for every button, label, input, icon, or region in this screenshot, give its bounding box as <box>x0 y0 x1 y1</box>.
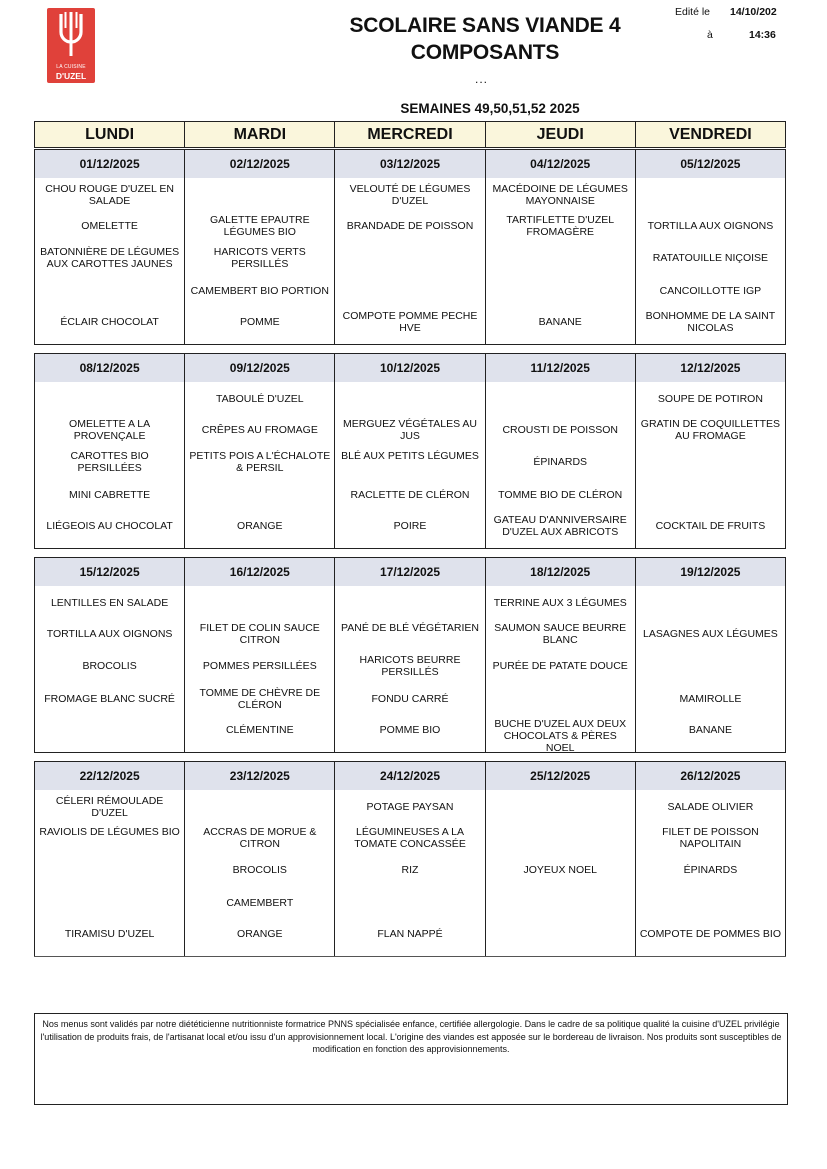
menu-item: ÉPINARDS <box>683 864 738 876</box>
edited-label: Edité le <box>675 6 711 18</box>
menu-item: BUCHE D'UZEL AUX DEUX CHOCOLATS & PÈRES NOEL <box>494 718 627 754</box>
menu-item: CAROTTES BIO PERSILLÉES <box>70 450 149 474</box>
menu-item: TOMME BIO DE CLÉRON <box>498 489 623 501</box>
menu-item: GATEAU D'ANNIVERSAIRE D'UZEL AUX ABRICOTS <box>493 514 627 538</box>
menu-item: CRÊPES AU FROMAGE <box>201 424 318 436</box>
menu-item: COMPOTE POMME PECHE HVE <box>342 310 478 334</box>
menu-item: FROMAGE BLANC SUCRÉ <box>44 693 175 705</box>
day-date: 03/12/2025 <box>335 150 484 178</box>
footer-note: Nos menus sont validés par notre diététicienne nutritionniste formatrice PNNS spécialisée enfance, certifiée allergologie. Dans le cadre de sa politique qualité la cuisine d'UZEL privilégie l'utilisation de produits frais, de l'artisanat local et/ou issu d'un approvisionnement local. L'origine des viandes est apposée sur le bordereau de livraison. Nos produits sont susceptibles de modification en fonction des approvisionnements. <box>34 1013 788 1105</box>
menu-item: POTAGE PAYSAN <box>366 801 454 813</box>
day-cell <box>485 558 635 752</box>
menu-item: SAUMON SAUCE BEURRE BLANC <box>494 622 627 646</box>
day-date: 04/12/2025 <box>486 150 635 178</box>
edited-time: 14:36 <box>749 29 776 41</box>
day-date: 09/12/2025 <box>185 354 334 382</box>
day-cell <box>485 762 635 956</box>
menu-item: MAMIROLLE <box>679 693 742 705</box>
menu-item: PANÉ DE BLÉ VÉGÉTARIEN <box>341 622 479 634</box>
menu-item: TABOULÉ D'UZEL <box>216 393 304 405</box>
menu-item: BRANDADE DE POISSON <box>346 220 474 232</box>
title-line2: COMPOSANTS <box>410 41 560 64</box>
title-line1: SCOLAIRE SANS VIANDE 4 <box>349 14 621 37</box>
menu-item: BROCOLIS <box>232 864 287 876</box>
menu-item: RACLETTE DE CLÉRON <box>350 489 470 501</box>
day-date: 26/12/2025 <box>636 762 785 790</box>
menu-item: FILET DE COLIN SAUCE CITRON <box>199 622 320 646</box>
day-date: 22/12/2025 <box>35 762 184 790</box>
menu-item: TARTIFLETTE D'UZEL FROMAGÈRE <box>506 214 615 238</box>
menu-item: BONHOMME DE LA SAINT NICOLAS <box>645 310 776 334</box>
day-header-vendredi: VENDREDI <box>635 122 785 147</box>
day-header-mercredi: MERCREDI <box>334 122 484 147</box>
menu-item: SALADE OLIVIER <box>667 801 754 813</box>
menu-item: POMME <box>239 316 280 328</box>
menu-item: TIRAMISU D'UZEL <box>64 928 155 940</box>
day-cell <box>35 762 184 956</box>
menu-item: ÉPINARDS <box>533 456 588 468</box>
menu-item: CHOU ROUGE D'UZEL EN SALADE <box>45 183 174 207</box>
day-header-jeudi: JEUDI <box>485 122 635 147</box>
menu-item: TOMME DE CHÈVRE DE CLÉRON <box>199 687 321 711</box>
day-cell <box>635 150 785 344</box>
menu-item: FILET DE POISSON NAPOLITAIN <box>662 826 759 850</box>
menu-item: COMPOTE DE POMMES BIO <box>639 928 781 940</box>
menu-item: JOYEUX NOEL <box>523 864 597 876</box>
menu-item: BANANE <box>688 724 732 736</box>
brand-logo <box>47 8 95 83</box>
day-date: 02/12/2025 <box>185 150 334 178</box>
week-block <box>34 149 786 345</box>
menu-item: COCKTAIL DE FRUITS <box>655 520 766 532</box>
day-header-lundi: LUNDI <box>85 126 135 143</box>
day-date: 18/12/2025 <box>486 558 635 586</box>
menu-item: LASAGNES AUX LÉGUMES <box>643 628 778 640</box>
menu-item: CÉLERI RÉMOULADE D'UZEL <box>55 795 164 819</box>
day-cell <box>334 354 484 548</box>
menu-item: RATATOUILLE NIÇOISE <box>652 252 769 264</box>
day-date: 19/12/2025 <box>636 558 785 586</box>
menu-item: VELOUTÉ DE LÉGUMES D'UZEL <box>349 183 471 207</box>
day-date: 17/12/2025 <box>335 558 484 586</box>
day-date: 16/12/2025 <box>185 558 334 586</box>
menu-item: CANCOILLOTTE IGP <box>659 285 762 297</box>
day-date: 12/12/2025 <box>636 354 785 382</box>
menu-item: BROCOLIS <box>82 660 137 672</box>
page-title <box>330 12 640 66</box>
day-date: 23/12/2025 <box>185 762 334 790</box>
brand-line1: LA CUISINE <box>56 64 86 70</box>
weeks-label: SEMAINES 49,50,51,52 2025 <box>400 101 580 116</box>
day-cell <box>184 354 334 548</box>
menu-item: OMELETTE <box>81 220 138 232</box>
day-cell <box>184 558 334 752</box>
day-cell <box>485 150 635 344</box>
menu-item: OMELETTE A LA PROVENÇALE <box>69 418 151 442</box>
day-date: 05/12/2025 <box>636 150 785 178</box>
time-label: à <box>707 29 713 41</box>
menu-item: BLÉ AUX PETITS LÉGUMES <box>341 450 479 462</box>
day-date: 11/12/2025 <box>486 354 635 382</box>
menu-item: FLAN NAPPÉ <box>377 928 443 940</box>
title-dots: ... <box>475 72 489 86</box>
day-cell <box>485 354 635 548</box>
menu-item: PETITS POIS A L'ÉCHALOTE & PERSIL <box>189 450 331 474</box>
day-date: 10/12/2025 <box>335 354 484 382</box>
menu-item: GRATIN DE COQUILLETTES AU FROMAGE <box>640 418 781 442</box>
menu-item: ACCRAS DE MORUE & CITRON <box>203 826 317 850</box>
day-cell <box>635 558 785 752</box>
menu-item: BATONNIÈRE DE LÉGUMES AUX CAROTTES JAUNES <box>40 246 180 270</box>
day-cell <box>635 354 785 548</box>
menu-item: MACÉDOINE DE LÉGUMES MAYONNAISE <box>492 183 628 207</box>
menu-item: LIÉGEOIS AU CHOCOLAT <box>46 520 173 532</box>
menu-item: RAVIOLIS DE LÉGUMES BIO <box>39 826 180 838</box>
week-block <box>34 761 786 957</box>
menu-item: CAMEMBERT BIO PORTION <box>190 285 329 297</box>
utensils-logo-icon <box>47 8 95 64</box>
day-header-mardi: MARDI <box>184 122 334 147</box>
menu-item: HARICOTS VERTS PERSILLÉS <box>213 246 306 270</box>
day-date: 25/12/2025 <box>486 762 635 790</box>
menu-item: PURÉE DE PATATE DOUCE <box>492 660 628 672</box>
menu-item: GALETTE EPAUTRE LÉGUMES BIO <box>210 214 310 238</box>
day-cell <box>334 150 484 344</box>
week-block <box>34 353 786 549</box>
day-cell <box>35 150 184 344</box>
menu-item: ORANGE <box>237 928 283 940</box>
menu-item: POIRE <box>393 520 427 532</box>
menu-item: ÉCLAIR CHOCOLAT <box>60 316 159 328</box>
menu-item: POMMES PERSILLÉES <box>202 660 317 672</box>
menu-item: MINI CABRETTE <box>69 489 151 501</box>
day-cell <box>35 354 184 548</box>
edited-date: 14/10/202 <box>730 6 777 18</box>
day-cell <box>35 558 184 752</box>
menu-item: TORTILLA AUX OIGNONS <box>46 628 173 640</box>
day-header-row <box>34 121 786 148</box>
day-date: 08/12/2025 <box>35 354 184 382</box>
divider <box>34 956 786 957</box>
menu-item: HARICOTS BEURRE PERSILLÉS <box>359 654 461 678</box>
menu-item: POMME BIO <box>379 724 441 736</box>
menu-item: TORTILLA AUX OIGNONS <box>647 220 774 232</box>
menu-item: TERRINE AUX 3 LÉGUMES <box>493 597 627 609</box>
menu-item: CLÉMENTINE <box>225 724 294 736</box>
day-date: 15/12/2025 <box>35 558 184 586</box>
week-block <box>34 557 786 753</box>
menu-item: BANANE <box>538 316 582 328</box>
day-cell <box>334 762 484 956</box>
menu-item: MERGUEZ VÉGÉTALES AU JUS <box>343 418 478 442</box>
day-cell <box>184 150 334 344</box>
menu-item: ORANGE <box>237 520 283 532</box>
menu-item: LÉGUMINEUSES A LA TOMATE CONCASSÉE <box>354 826 466 850</box>
menu-item: CAMEMBERT <box>226 897 294 909</box>
menu-item: RIZ <box>401 864 419 876</box>
day-cell <box>334 558 484 752</box>
day-date: 01/12/2025 <box>35 150 184 178</box>
menu-item: FONDU CARRÉ <box>371 693 449 705</box>
brand-line2: D'UZEL <box>55 71 87 81</box>
day-date: 24/12/2025 <box>335 762 484 790</box>
menu-item: CROUSTI DE POISSON <box>502 424 618 436</box>
menu-item: LENTILLES EN SALADE <box>50 597 169 609</box>
day-cell <box>635 762 785 956</box>
day-cell <box>184 762 334 956</box>
menu-item: SOUPE DE POTIRON <box>657 393 763 405</box>
